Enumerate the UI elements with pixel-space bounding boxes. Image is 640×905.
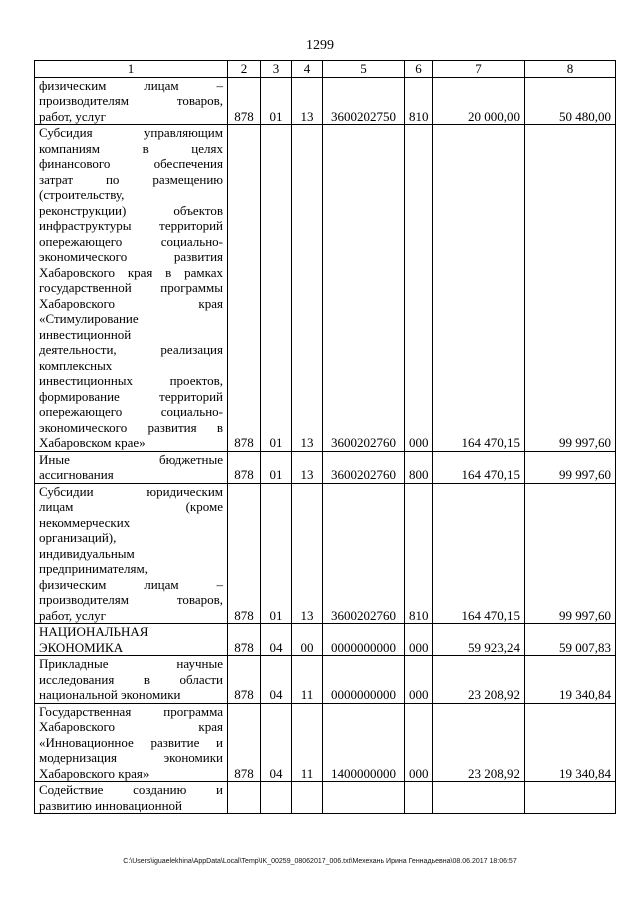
description-line: Хабаровского края в рамках — [39, 264, 223, 280]
amount-col8-cell: 50 480,00 — [525, 77, 616, 125]
subsection-code-cell: 00 — [292, 624, 323, 656]
description-line: некоммерческих — [39, 514, 131, 530]
description-line: лицам (кроме — [39, 499, 223, 514]
row-description — [35, 782, 228, 814]
amount-col7-cell: 164 470,15 — [433, 483, 525, 624]
description-line: Хабаровского края — [39, 719, 223, 734]
subsection-code-cell: 11 — [292, 703, 323, 782]
description-line: работ, услуг — [39, 607, 107, 623]
admin-code-cell: 878 — [228, 483, 261, 624]
expense-type-cell: 810 — [405, 483, 433, 624]
row-description — [35, 656, 228, 704]
description-line: государственной программы — [39, 280, 223, 295]
description-line: Иные бюджетные — [39, 451, 223, 467]
description-line: Государственная программа — [39, 703, 223, 719]
admin-code-cell: 878 — [228, 125, 261, 452]
section-code-cell — [261, 782, 292, 814]
file-path-footer: C:\Users\iguaelekhina\AppData\Local\Temp\IK_00259_08062017_006.txt\Мехехань Ирина Геннадьевна\08.06.2017 18:06:57 — [123, 858, 517, 865]
description-line: «Инновационное развитие и — [39, 734, 223, 750]
description-line: модернизация экономики — [39, 750, 223, 765]
row-description — [35, 703, 228, 782]
row-description — [35, 77, 228, 125]
description-line: финансового обеспечения — [39, 156, 223, 171]
expense-type-cell: 000 — [405, 656, 433, 704]
target-article-cell: 3600202750 — [323, 77, 405, 125]
description-line: экономического развития в — [39, 419, 223, 435]
description-line: опережающего социально- — [39, 233, 223, 249]
target-article-cell: 0000000000 — [323, 656, 405, 704]
amount-col7-cell: 23 208,92 — [433, 656, 525, 704]
amount-col8-cell: 99 997,60 — [525, 483, 616, 624]
description-line: (строительству, — [39, 187, 125, 202]
amount-col7-cell: 164 470,15 — [433, 451, 525, 483]
header-row — [35, 61, 616, 78]
description-line: экономического развития — [39, 249, 223, 264]
expense-type-cell: 800 — [405, 451, 433, 483]
expense-type-cell: 000 — [405, 703, 433, 782]
section-code-cell: 01 — [261, 125, 292, 452]
description-line: инфраструктуры территорий — [39, 218, 223, 233]
target-article-cell: 3600202760 — [323, 125, 405, 452]
table-row — [35, 656, 616, 704]
section-code-cell: 01 — [261, 483, 292, 624]
description-line: исследования в области — [39, 671, 223, 687]
table-row — [35, 703, 616, 782]
target-article-cell: 3600202760 — [323, 451, 405, 483]
amount-col7-cell: 23 208,92 — [433, 703, 525, 782]
section-code-cell: 01 — [261, 451, 292, 483]
admin-code-cell: 878 — [228, 77, 261, 125]
admin-code-cell: 878 — [228, 703, 261, 782]
expense-type-cell: 000 — [405, 624, 433, 656]
admin-code-cell: 878 — [228, 451, 261, 483]
amount-col8-cell: 99 997,60 — [525, 125, 616, 452]
amount-col8-cell: 19 340,84 — [525, 656, 616, 704]
description-line: Субсидии юридическим — [39, 483, 223, 499]
table-row — [35, 624, 616, 656]
expense-type-cell — [405, 782, 433, 814]
row-description — [35, 624, 228, 656]
table-row — [35, 77, 616, 125]
amount-col7-cell: 20 000,00 — [433, 77, 525, 125]
target-article-cell: 3600202760 — [323, 483, 405, 624]
row-description — [35, 125, 228, 452]
description-line: предпринимателям, — [39, 561, 148, 576]
header-cell: 2 — [228, 61, 261, 78]
description-line: физическим лицам – — [39, 576, 223, 592]
description-line: производителям товаров, — [39, 93, 223, 108]
amount-col8-cell — [525, 782, 616, 814]
description-line: ЭКОНОМИКА — [39, 639, 124, 655]
target-article-cell — [323, 782, 405, 814]
description-line: формирование территорий — [39, 388, 223, 404]
table-row — [35, 451, 616, 483]
subsection-code-cell: 13 — [292, 77, 323, 125]
description-line: «Стимулирование — [39, 311, 139, 326]
section-code-cell: 04 — [261, 656, 292, 704]
subsection-code-cell — [292, 782, 323, 814]
table-row — [35, 782, 616, 814]
subsection-code-cell: 11 — [292, 656, 323, 704]
description-line: организаций), — [39, 530, 117, 545]
description-line: затрат по размещению — [39, 171, 223, 187]
description-line: НАЦИОНАЛЬНАЯ — [39, 624, 149, 639]
amount-col7-cell — [433, 782, 525, 814]
row-description — [35, 483, 228, 624]
subsection-code-cell: 13 — [292, 125, 323, 452]
description-line: реконструкции) объектов — [39, 202, 223, 218]
description-line: развитию инновационной — [39, 797, 182, 813]
amount-col7-cell: 164 470,15 — [433, 125, 525, 452]
description-line: инвестиционных проектов, — [39, 373, 223, 388]
table-row — [35, 483, 616, 624]
target-article-cell: 1400000000 — [323, 703, 405, 782]
amount-col8-cell: 59 007,83 — [525, 624, 616, 656]
description-line: комплексных — [39, 357, 113, 373]
description-line: ассигнования — [39, 467, 114, 482]
description-line: Прикладные научные — [39, 656, 223, 671]
subsection-code-cell: 13 — [292, 483, 323, 624]
description-line: физическим лицам – — [39, 77, 223, 93]
section-code-cell: 04 — [261, 624, 292, 656]
description-line: инвестиционной — [39, 326, 132, 342]
amount-col8-cell: 99 997,60 — [525, 451, 616, 483]
expense-type-cell: 810 — [405, 77, 433, 125]
header-cell: 8 — [525, 61, 616, 78]
description-line: Субсидия управляющим — [39, 125, 223, 140]
admin-code-cell: 878 — [228, 624, 261, 656]
description-line: Хабаровского края» — [39, 765, 150, 781]
header-cell: 5 — [323, 61, 405, 78]
amount-col8-cell: 19 340,84 — [525, 703, 616, 782]
admin-code-cell: 878 — [228, 656, 261, 704]
description-line: компаниям в целях — [39, 140, 223, 156]
subsection-code-cell: 13 — [292, 451, 323, 483]
table-row — [35, 125, 616, 452]
description-line: Хабаровского края — [39, 295, 223, 311]
description-line: деятельности, реализация — [39, 342, 223, 357]
description-line: индивидуальным — [39, 545, 135, 561]
section-code-cell: 01 — [261, 77, 292, 125]
page-number: 1299 — [306, 38, 334, 53]
description-line: работ, услуг — [39, 108, 107, 124]
target-article-cell: 0000000000 — [323, 624, 405, 656]
section-code-cell: 04 — [261, 703, 292, 782]
description-line: Содействие созданию и — [39, 782, 223, 797]
row-description — [35, 451, 228, 483]
header-cell: 7 — [433, 61, 525, 78]
description-line: опережающего социально- — [39, 404, 223, 419]
description-line: производителям товаров, — [39, 592, 223, 607]
header-cell: 6 — [405, 61, 433, 78]
header-cell: 4 — [292, 61, 323, 78]
description-line: национальной экономики — [39, 687, 181, 702]
admin-code-cell — [228, 782, 261, 814]
description-line: Хабаровском крае» — [39, 435, 146, 450]
amount-col7-cell: 59 923,24 — [433, 624, 525, 656]
budget-table — [34, 60, 616, 814]
header-cell: 3 — [261, 61, 292, 78]
header-cell: 1 — [35, 61, 228, 78]
expense-type-cell: 000 — [405, 125, 433, 452]
